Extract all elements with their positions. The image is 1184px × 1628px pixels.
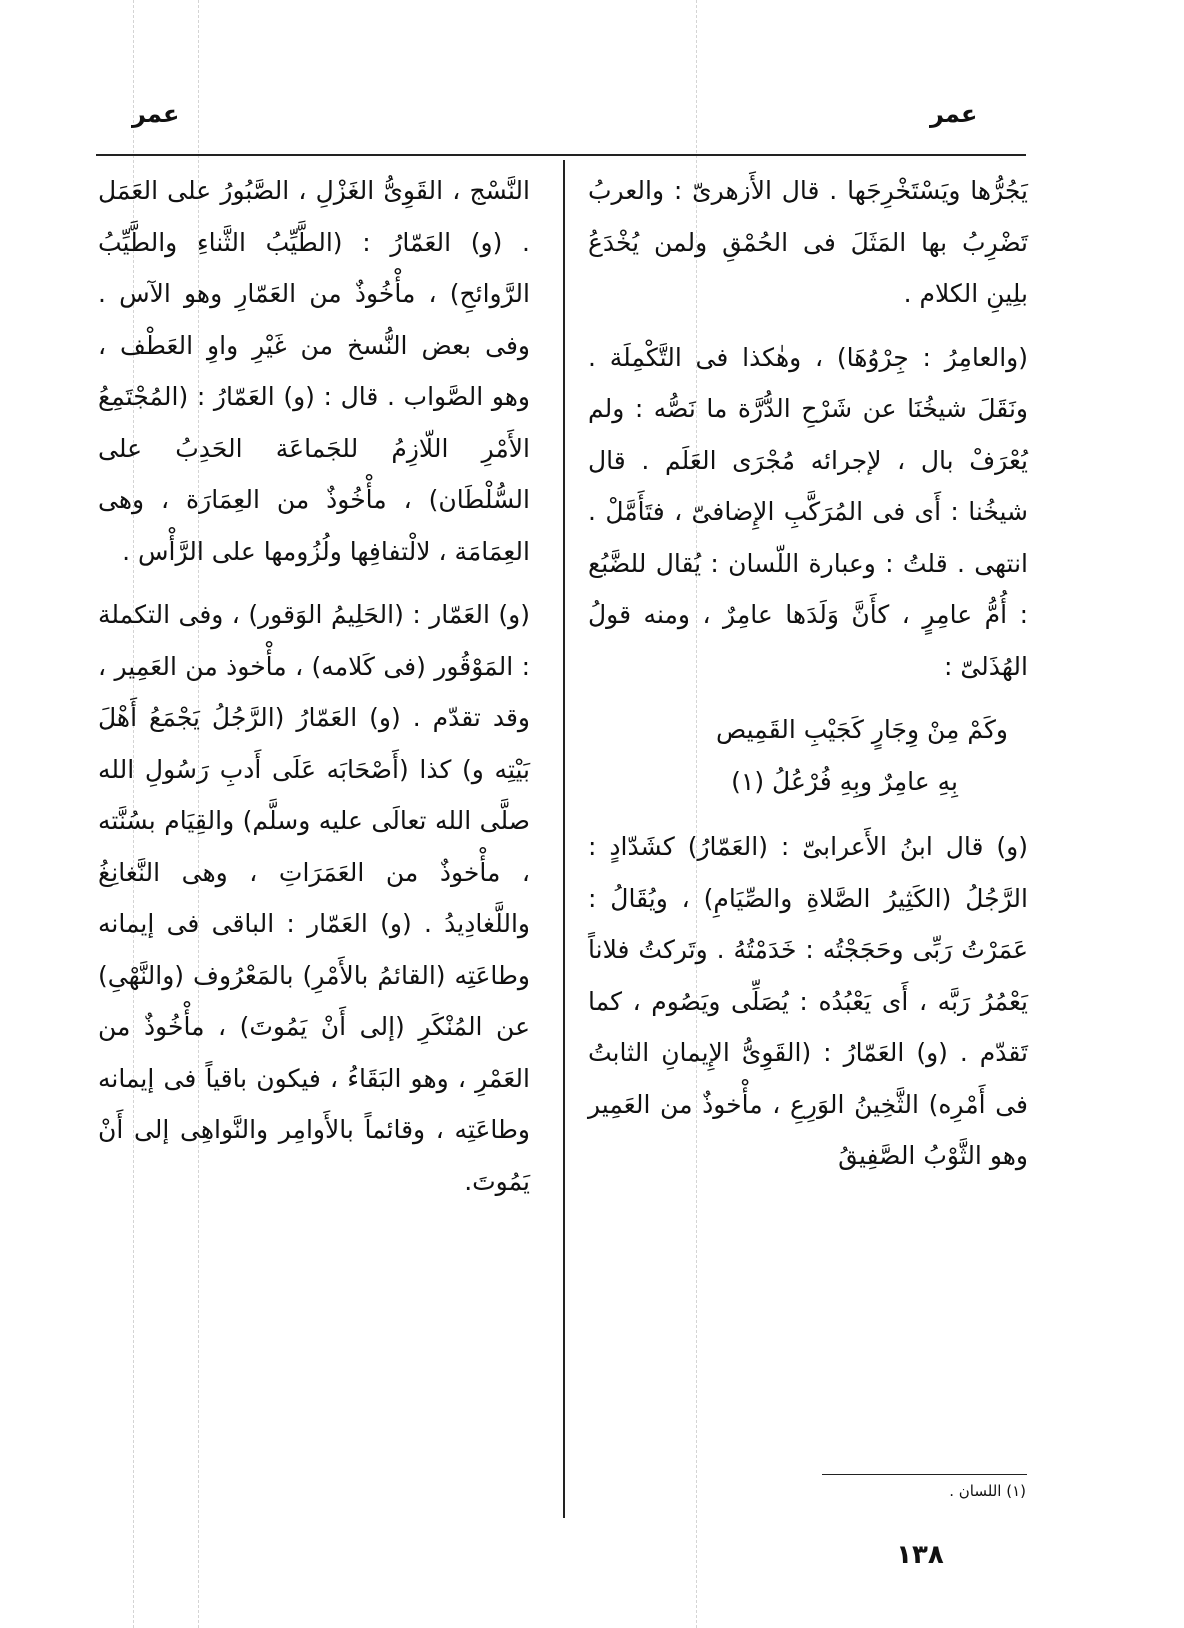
paragraph: يَجُرُّها ويَسْتَخْرِجَها . قال الأَزهرىّ : والعربُ تَضْرِبُ بها المَثَلَ فى الحُمْقِ ولمن يُخْدَعُ بلِينِ الكلام .: [588, 176, 1028, 308]
left-column: [98, 165, 530, 1219]
verse-line: وكَمْ مِنْ وِجَارٍ كَجَيْبِ القَمِيص: [715, 715, 1008, 744]
running-head-left: عمر: [132, 100, 180, 128]
footnote-rule: [822, 1474, 1027, 1475]
running-head-right: عمر: [930, 100, 978, 128]
verse-line: بِهِ عامِرٌ وبِهِ فُرْعُلُ (١): [731, 766, 958, 796]
poem-verse: [588, 704, 1028, 807]
page-number: ١٣٨: [896, 1540, 944, 1570]
paragraph: (و) العَمّار : (الحَلِيمُ الوَقور) ، وفى التكملة : المَوْقُور (فى كَلامه) ، مأْخوذ من العَمِير ، وقد تقدّم . (و) العَمّارُ (الرَّجُلُ يَجْمَعُ أَهْلَ بَيْتِه و) كذا (أَصْحَابَه عَلَى أَدبِ رَسُولِ الله صلَّى الله تعالَى عليه وسلَّم) والقِيَام بسُنَّته ، مأْخوذٌ من العَمَرَاتِ ، وهى النَّغانِغُ واللَّغادِيدُ . (و) العَمّار : الباقى فى إيمانه وطاعَتِه (القائمُ بالأَمْرِ) بالمَعْرُوف (والنَّهْىِ) عن المُنْكَرِ (إلى أَنْ يَمُوتَ) ، مأْخُوذٌ من العَمْرِ ، وهو البَقَاءُ ، فيكون باقياً فى إيمانه وطاعَتِه ، وقائماً بالأَوامِر والنَّواهِى إلى أَنْ يَمُوتَ.: [98, 600, 530, 1196]
paragraph: (و) قال ابنُ الأَعرابىّ : (العَمّارُ) كشَدّادٍ : الرَّجُلُ (الكَثِيرُ الصَّلاةِ والصِّيَامِ) ، ويُقَالُ : عَمَرْتُ رَبِّى وحَجَجْتُه : خَدَمْتُهُ . وتَركتُ فلاناً يَعْمُرُ رَبَّه ، أَى يَعْبُدُه : يُصَلِّى ويَصُوم ، كما تَقدّم . (و) العَمّارُ : (القَوِىُّ الإِيمانِ الثابتُ فى أَمْرِه) الثَّخِينُ الوَرِعِ ، مأْخوذٌ من العَمِير وهو الثَّوْبُ الصَّفِيقُ: [588, 832, 1028, 1170]
header-rule: [96, 154, 1026, 156]
right-column: [588, 165, 1028, 1194]
paragraph: النَّسْج ، القَوِىُّ الغَزْلِ ، الصَّبُورُ على العَمَل . (و) العَمّارُ : (الطَّيِّبُ الثَّناءِ والطَّيِّبُ الرَّوائحِ) ، مأْخُوذٌ من العَمّارِ وهو الآس . وفى بعض النُّسخ من غَيْرِ واوِ العَطْف ، وهو الصَّواب . قال : (و) العَمّارُ : (المُجْتَمِعُ الأَمْرِ اللّازِمُ للجَماعَة الحَدِبُ على السُّلْطَان) ، مأْخُوذٌ من العِمَارَة ، وهى العِمَامَة ، لالْتفافِها ولُزُومها على الرَّأْس .: [98, 176, 530, 566]
footnote: (١) اللسان .: [949, 1482, 1026, 1500]
paragraph: (والعامِرُ : جِرْوُهَا) ، وهٰكذا فى التَّكْمِلَة . ونَقَلَ شيخُنَا عن شَرْحِ الدُّرَّة ما نَصُّه : ولم يُعْرَفْ بال ، لإجرائه مُجْرَى العَلَم . قال شيخُنا : أَى فى المُرَكَّبِ الإِضافىّ ، فتَأَمَّلْ . انتهى . قلتُ : وعبارة اللّسان : يُقال للضَّبُع : أُمُّ عامِرٍ ، كأَنَّ وَلَدَها عامِرٌ ، ومنه قولُ الهُذَلىّ :: [588, 342, 1028, 681]
column-divider: [563, 160, 565, 1518]
